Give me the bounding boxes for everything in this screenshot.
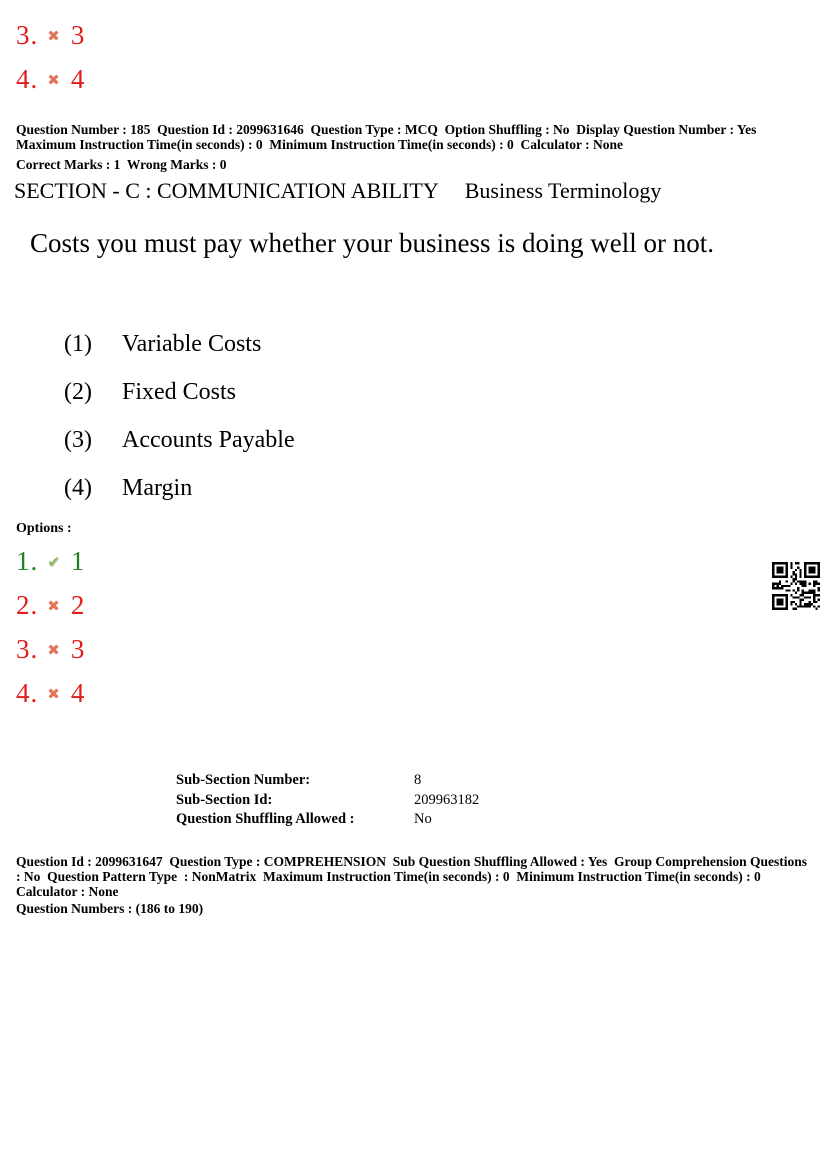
prev-answer-row-4 xyxy=(16,64,84,95)
option-text: Margin xyxy=(122,475,193,501)
answer-value: 4 xyxy=(70,678,85,708)
answer-number: 3. xyxy=(16,634,39,664)
correct-check-icon: ✔ xyxy=(47,553,60,571)
answer-value: 3 xyxy=(70,634,85,664)
section-subtitle: Business Terminology xyxy=(464,178,662,203)
section-title: SECTION - C : COMMUNICATION ABILITY xyxy=(14,178,439,203)
subsection-value: 209963182 xyxy=(414,791,480,808)
mcq-option-4 xyxy=(64,474,295,522)
wrong-cross-icon: ✖ xyxy=(47,641,60,659)
options-label: Options : xyxy=(16,521,72,536)
wrong-cross-icon: ✖ xyxy=(47,597,60,615)
subsection-label: Question Shuffling Allowed : xyxy=(176,811,355,827)
subsection-value: 8 xyxy=(414,772,422,788)
subsection-label: Sub-Section Id: xyxy=(176,791,273,808)
subsection-row xyxy=(176,791,479,811)
option-number: (2) xyxy=(64,379,92,405)
subsection-info xyxy=(176,771,479,830)
answer-key-row-4 xyxy=(16,678,84,709)
question-metadata: Question Number : 185 Question Id : 2099631646 Question Type : MCQ Option Shuffling : No Display Question Number : Yes Maximum Instruction Time(in seconds) : 0 Minimum Instruction Time(in seconds) : 0 Calculator : None xyxy=(16,122,764,152)
question-marks: Correct Marks : 1 Wrong Marks : 0 xyxy=(16,157,227,172)
answer-key-row-1 xyxy=(16,546,84,577)
option-text: Fixed Costs xyxy=(122,379,237,405)
question-text: Costs you must pay whether your business is doing well or not. xyxy=(30,228,714,258)
mcq-option-2 xyxy=(64,378,295,426)
answer-value: 1 xyxy=(70,546,85,576)
subsection-row xyxy=(176,810,479,830)
subsection-value: No xyxy=(414,811,432,827)
qr-code xyxy=(772,562,820,610)
mcq-option-3 xyxy=(64,426,295,474)
prev-answer-row-3 xyxy=(16,20,84,51)
mcq-option-1 xyxy=(64,330,295,378)
subsection-row xyxy=(176,771,479,791)
next-question-numbers: Question Numbers : (186 to 190) xyxy=(16,901,204,916)
section-heading xyxy=(14,178,661,204)
option-text: Variable Costs xyxy=(122,331,262,357)
subsection-label: Sub-Section Number: xyxy=(176,772,311,788)
answer-value: 3 xyxy=(70,20,85,50)
wrong-cross-icon: ✖ xyxy=(47,685,60,703)
answer-number: 3. xyxy=(16,20,39,50)
next-question-metadata: Question Id : 2099631647 Question Type : COMPREHENSION Sub Question Shuffling Allowed : Yes Group Comprehension Questions : No Question Pattern Type : NonMatrix Maximum Instruction Time(in seconds) : 0 Minimum Instruction Time(in seconds) : 0 Calculator : None xyxy=(16,854,811,899)
option-text: Accounts Payable xyxy=(122,427,295,453)
option-number: (1) xyxy=(64,331,92,357)
answer-number: 4. xyxy=(16,64,39,94)
wrong-cross-icon: ✖ xyxy=(47,27,60,45)
answer-number: 1. xyxy=(16,546,39,576)
option-number: (3) xyxy=(64,427,92,453)
answer-key-row-3 xyxy=(16,634,84,665)
option-number: (4) xyxy=(64,475,92,501)
answer-number: 4. xyxy=(16,678,39,708)
answer-value: 4 xyxy=(70,64,85,94)
answer-key-row-2 xyxy=(16,590,84,621)
wrong-cross-icon: ✖ xyxy=(47,71,60,89)
answer-value: 2 xyxy=(70,590,85,620)
mcq-option-list xyxy=(64,330,295,522)
answer-number: 2. xyxy=(16,590,39,620)
